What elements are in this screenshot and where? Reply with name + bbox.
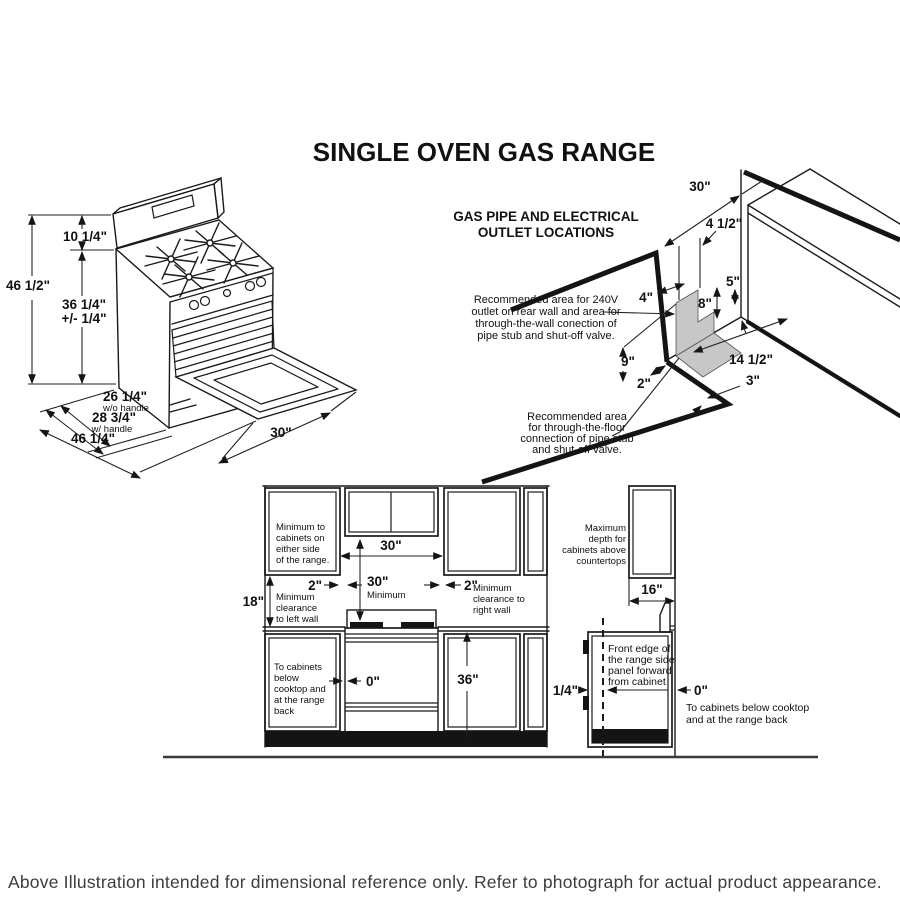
height-dimensions — [6, 215, 116, 384]
depth-note-line2: depth for — [588, 534, 626, 545]
clearance-front-view — [243, 486, 549, 747]
dim-2: 2" — [637, 376, 651, 391]
zero-note-line2: and at the range back — [686, 714, 788, 726]
pipe-title-line2: OUTLET LOCATIONS — [477, 225, 615, 240]
right-wall-note-line1: Minimum — [473, 583, 512, 594]
dim-quarter: 1/4" — [552, 683, 578, 698]
front-edge-note-line2: the range side — [608, 654, 675, 666]
below-note-line5: back — [274, 706, 295, 717]
floor-note-line1: Recommended area — [527, 411, 627, 423]
disclaimer-text: Above Illustration intended for dimensional reference only. Refer to photograph for actual product appearance. — [8, 872, 882, 892]
dim-36: 36" — [457, 672, 479, 687]
page-title: SINGLE OVEN GAS RANGE — [312, 137, 656, 167]
dim-width-30: 30" — [380, 538, 402, 553]
below-note-line4: at the range — [274, 695, 325, 706]
dim-cooktop-tolerance: +/- 1/4" — [61, 311, 107, 326]
side-upper-cabinet-inner — [633, 490, 671, 574]
side-note-line3: either side — [276, 544, 320, 555]
dim-5: 5" — [726, 274, 740, 289]
below-note-line3: cooktop and — [274, 684, 326, 695]
dim-14-5: 14 1/2" — [729, 352, 773, 367]
floor-note-line2: for through-the-floor — [528, 422, 626, 434]
side-dimensions — [553, 683, 809, 726]
toe-kick-floor — [265, 731, 547, 747]
pipe-title-line1: GAS PIPE AND ELECTRICAL — [453, 209, 639, 224]
side-note-line2: cabinets on — [276, 533, 325, 544]
side-front-edge-note — [608, 643, 675, 688]
side-note-line4: of the range. — [276, 555, 330, 566]
range-front-view — [345, 610, 438, 731]
backguard-profile — [660, 603, 670, 632]
wall-note-line2: outlet on rear wall and area for — [471, 306, 621, 318]
dim-gap-left: 2" — [308, 578, 322, 593]
dim-0: 0" — [366, 674, 380, 689]
dim-backguard-height: 10 1/4" — [63, 229, 107, 244]
side-depth-note — [562, 523, 626, 567]
dim-16: 16" — [641, 582, 663, 597]
floor-note-line3: connection of pipe stub — [520, 433, 634, 445]
left-wall-note-line2: clearance — [276, 603, 318, 614]
clearance-side-view — [553, 486, 809, 762]
dim-min30: 30" — [367, 574, 389, 589]
dim-range-width: 30" — [270, 425, 292, 440]
pipe-dimensions — [621, 179, 787, 419]
depth-note-line4: countertops — [576, 556, 626, 567]
dim-9: 9" — [621, 354, 635, 369]
gas-pipe-outlet-diagram — [453, 169, 900, 482]
drawer-handle-profile — [583, 696, 589, 710]
dim-4-5: 4 1/2" — [705, 216, 743, 231]
right-wall-note-line3: right wall — [473, 605, 511, 616]
dim-3: 3" — [746, 373, 760, 388]
below-note-line2: below — [274, 673, 299, 684]
depth-note-line3: cabinets above — [562, 545, 626, 556]
dim-gap-right: 2" — [464, 578, 478, 593]
dim-min30-note: Minimum — [367, 590, 406, 601]
dim-depth-w-handle: 28 3/4" — [92, 410, 136, 425]
dim-18: 18" — [242, 594, 264, 609]
dim-4: 4" — [639, 290, 653, 305]
zero-note-line1: To cabinets below cooktop — [686, 702, 810, 714]
side-note-line1: Minimum to — [276, 522, 326, 533]
wall-note-line4: pipe stub and shut-off valve. — [477, 330, 615, 342]
dim-8: 8" — [698, 296, 712, 311]
left-wall-note-line3: to left wall — [276, 614, 319, 625]
open-oven-door — [176, 348, 356, 419]
base-cabinets — [265, 634, 547, 731]
dim-depth-door-open: 46 1/4" — [71, 431, 115, 446]
door-handle-profile — [583, 640, 589, 654]
floor-note-line4: and shut-off valve. — [532, 444, 622, 456]
dim-wall-width-30: 30" — [689, 179, 711, 194]
depth-dimensions — [40, 389, 256, 478]
front-edge-note-line1: Front edge of — [608, 643, 671, 655]
side-wall-top — [744, 172, 900, 240]
dim-depth-wo-handle-note: w/o handle — [103, 403, 149, 414]
dim-16-group — [629, 578, 674, 606]
wall-note-line3: through-the-wall conection of — [475, 318, 617, 330]
side-upper-cabinet — [629, 486, 675, 578]
left-wall-note-line1: Minimum — [276, 592, 315, 603]
wall-note-line1: Recommended area for 240V — [473, 294, 619, 306]
front-edge-note-line3: panel forward — [608, 665, 672, 677]
dim-depth-w-handle-note: w/ handle — [91, 424, 133, 435]
below-note-line1: To cabinets — [274, 662, 323, 673]
dim-cooktop-height: 36 1/4" — [62, 297, 106, 312]
range-isometric-view — [6, 178, 356, 478]
front-edge-note-line4: from cabinet — [608, 676, 666, 688]
dim-0-side: 0" — [694, 683, 708, 698]
dim-depth-wo-handle: 26 1/4" — [103, 389, 147, 404]
depth-note-line1: Maximum — [584, 523, 626, 534]
dim-overall-height: 46 1/2" — [6, 278, 50, 293]
right-wall-note-line2: clearance to — [473, 594, 525, 605]
